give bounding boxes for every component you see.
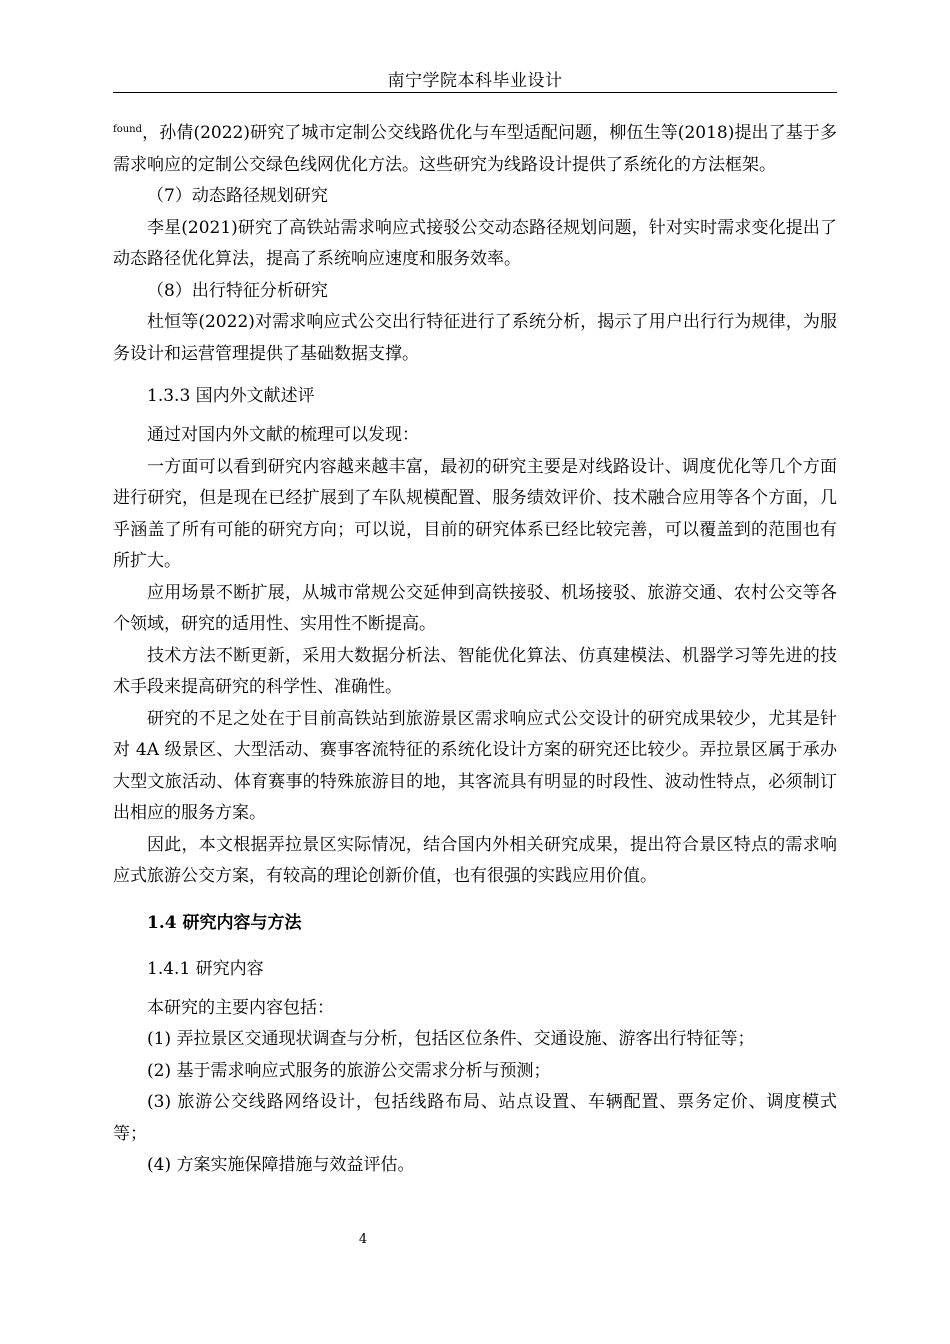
paragraph-4: 通过对国内外文献的梳理可以发现： — [147, 425, 419, 445]
paragraph-10: 本研究的主要内容包括： — [147, 997, 334, 1018]
subsection-7-heading: （7）动态路径规划研究 — [147, 186, 328, 206]
page-header-title: 南宁学院本科毕业设计 — [387, 71, 563, 91]
superscript-found: found — [113, 124, 143, 135]
subsection-8-heading: （8）出行特征分析研究 — [147, 280, 328, 301]
section-1-3-3-heading: 1.3.3 国内外文献述评 — [147, 386, 315, 406]
list-item-4: (4) 方案实施保障措施与效益评估。 — [147, 1155, 415, 1175]
paragraph-1-text: ，孙倩(2022)研究了城市定制公交线路优化与车型适配问题，柳伍生等(2018)提出了基于多需求响应的定制公交绿色线网优化方法。这些研究为线路设计提供了系统化的方法框架。 — [113, 123, 837, 175]
paragraph-9: 因此，本文根据弄拉景区实际情况，结合国内外相关研究成果，提出符合景区特点的需求响应式旅游公交方案，有较高的理论创新价值，也有很强的实践应用价值。 — [113, 834, 837, 886]
paragraph-7: 技术方法不断更新，采用大数据分析法、智能优化算法、仿真建模法、机器学习等先进的技术手段来提高研究的科学性、准确性。 — [113, 645, 837, 697]
paragraph-8: 研究的不足之处在于目前高铁站到旅游景区需求响应式公交设计的研究成果较少，尤其是针对 4A 级景区、大型活动、赛事客流特征的系统化设计方案的研究还比较少。弄拉景区属于承办大型文旅活动、体育赛事的特殊旅游目的地，其客流具有明显的时段性、波动性特点，必须制订出相应的服务方案。 — [113, 708, 837, 823]
document-body — [113, 114, 837, 1182]
section-1-4-heading: 1.4 研究内容与方法 — [147, 912, 302, 933]
list-item-2: (2) 基于需求响应式服务的旅游公交需求分析与预测； — [147, 1060, 551, 1081]
paragraph-1 — [113, 114, 837, 181]
section-1-4-1-heading: 1.4.1 研究内容 — [147, 958, 264, 979]
paragraph-6: 应用场景不断扩展，从城市常规公交延伸到高铁接驳、机场接驳、旅游交通、农村公交等各个领域，研究的适用性、实用性不断提高。 — [113, 582, 837, 634]
list-item-3: (3) 旅游公交线路网络设计，包括线路布局、站点设置、车辆配置、票务定价、调度模式等； — [113, 1092, 837, 1144]
page-number: 4 — [358, 1232, 368, 1247]
paragraph-5: 一方面可以看到研究内容越来越丰富，最初的研究主要是对线路设计、调度优化等几个方面进行研究，但是现在已经扩展到了车队规模配置、服务绩效评价、技术融合应用等各个方面，几乎涵盖了所有可能的研究方向；可以说，目前的研究体系已经比较完善，可以覆盖到的范围也有所扩大。 — [113, 456, 837, 571]
list-item-1: (1) 弄拉景区交通现状调查与分析，包括区位条件、交通设施、游客出行特征等； — [147, 1029, 755, 1049]
paragraph-3: 杜恒等(2022)对需求响应式公交出行特征进行了系统分析，揭示了用户出行行为规律，为服务设计和运营管理提供了基础数据支撑。 — [113, 312, 837, 364]
header-divider — [113, 92, 837, 93]
paragraph-2: 李星(2021)研究了高铁站需求响应式接驳公交动态路径规划问题，针对实时需求变化提出了动态路径优化算法，提高了系统响应速度和服务效率。 — [113, 217, 837, 269]
